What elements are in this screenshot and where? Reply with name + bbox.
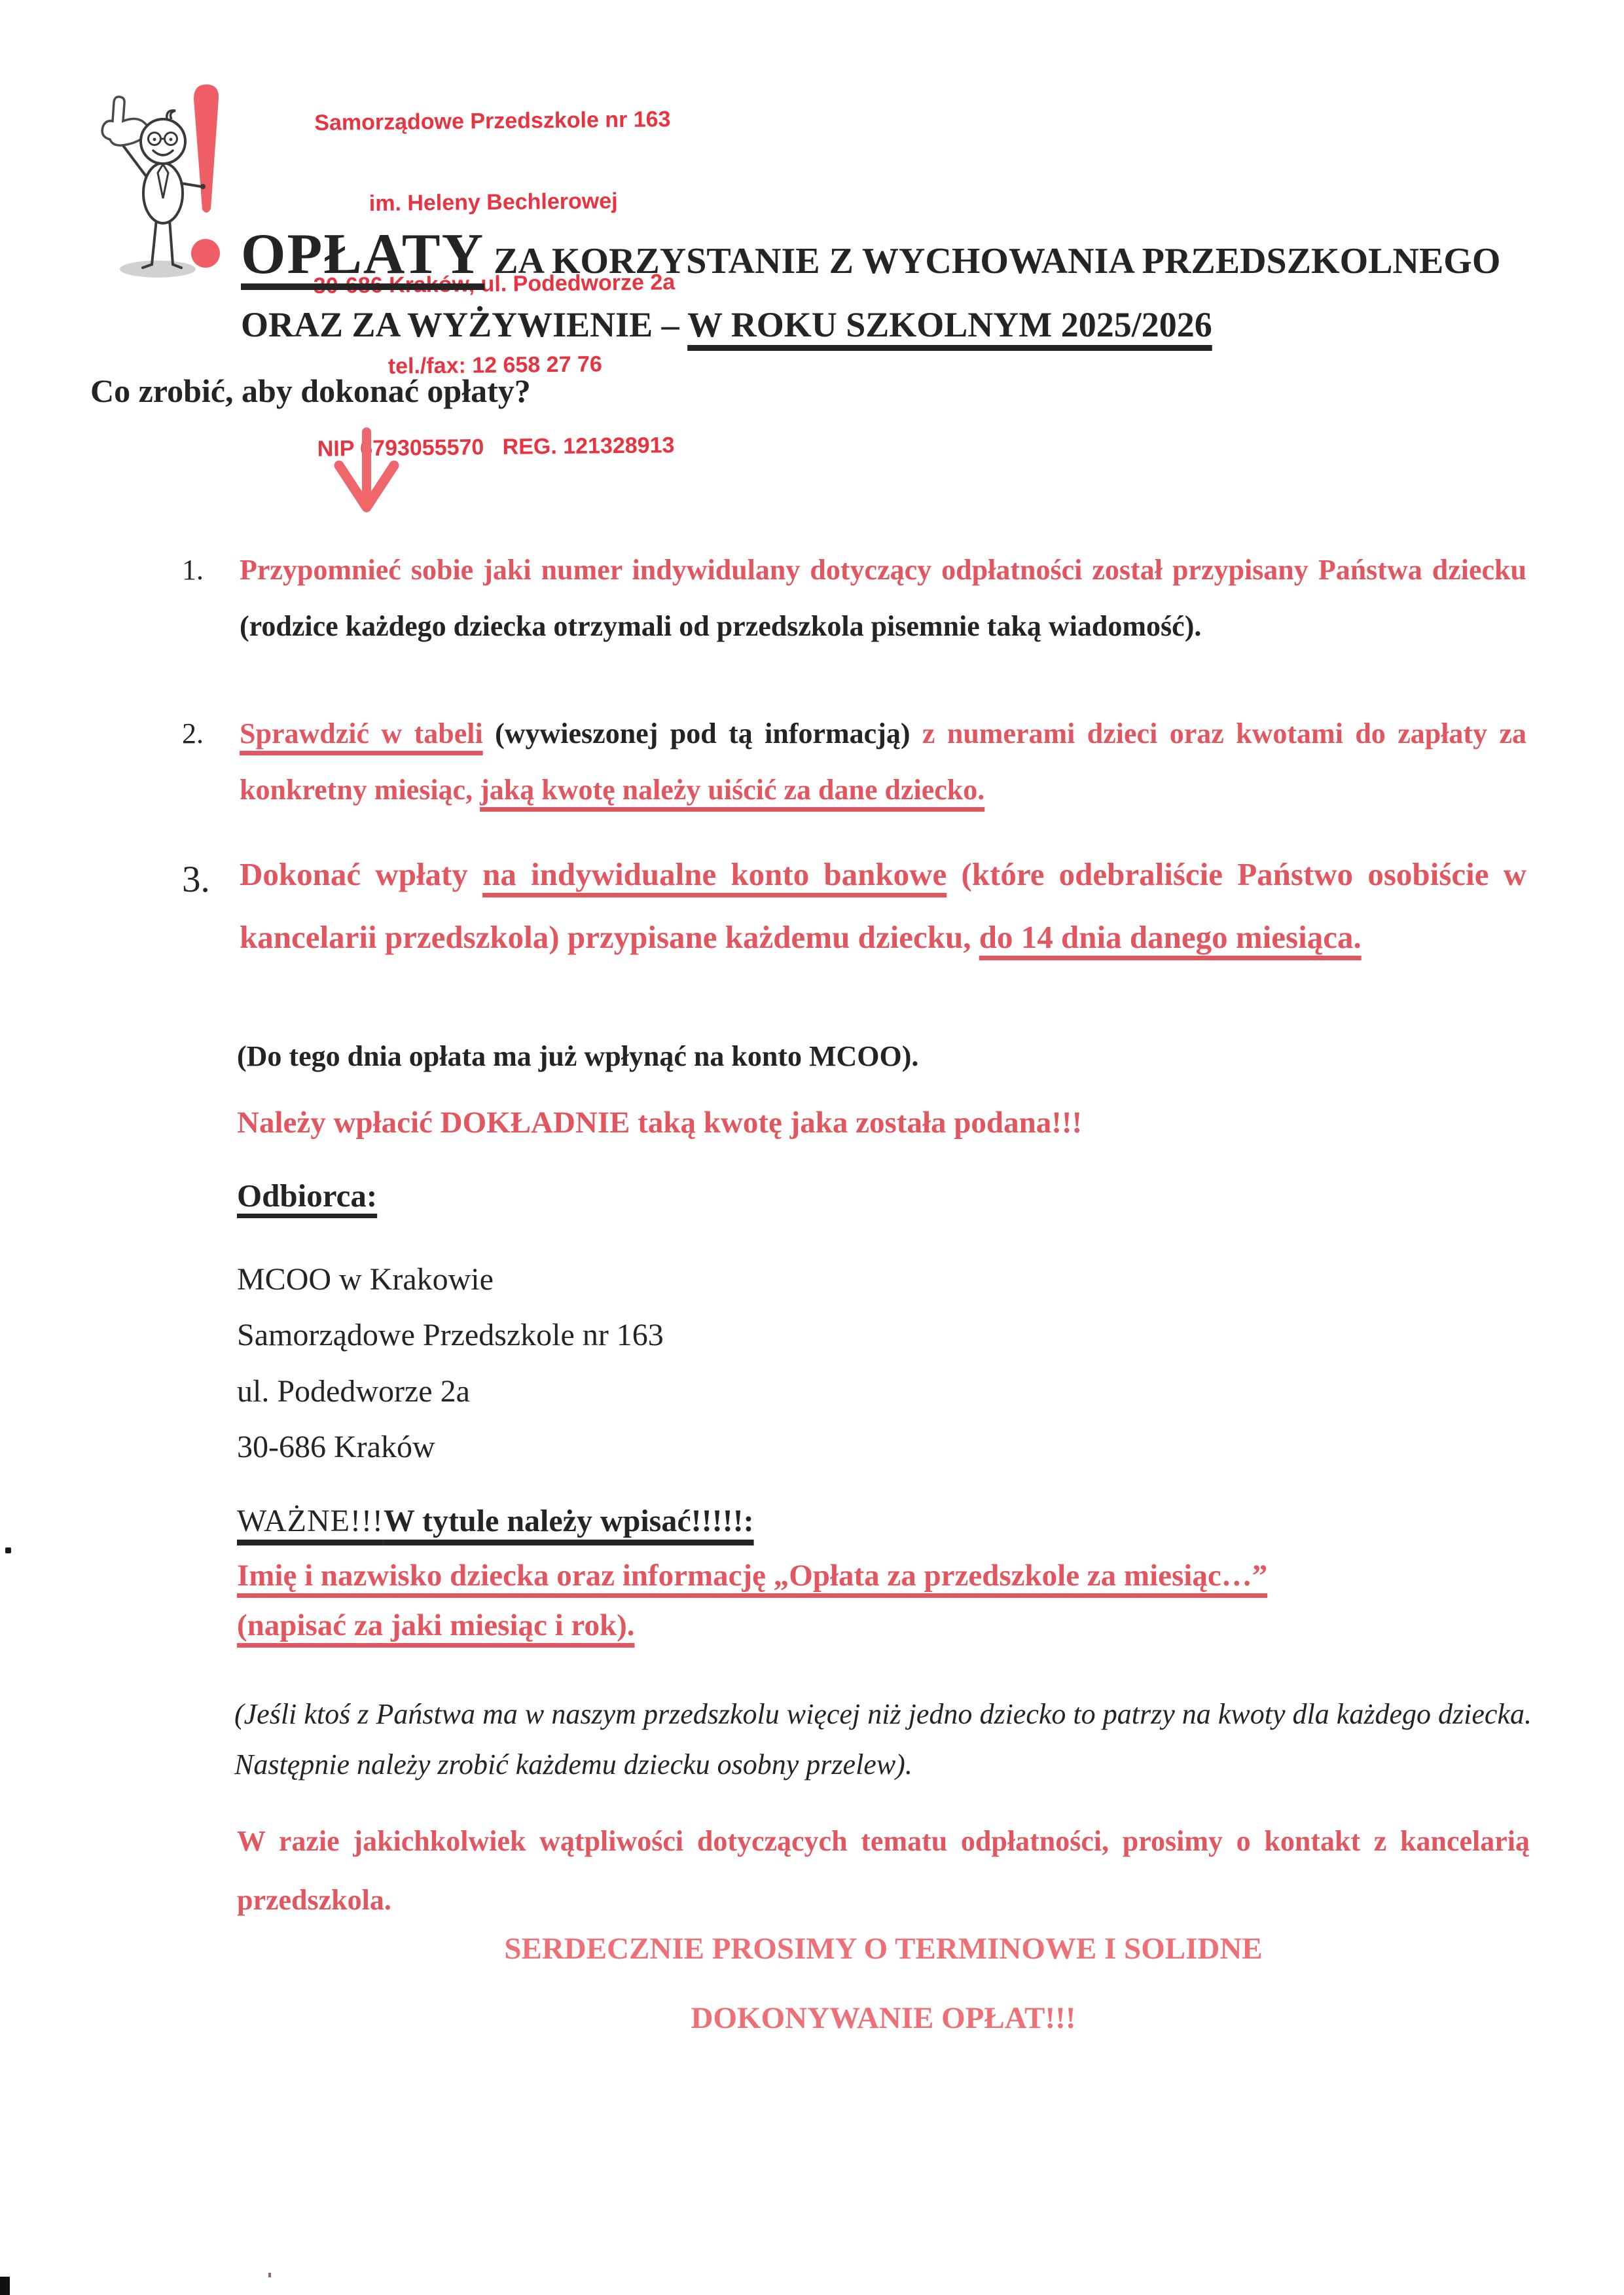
step3-red-text-2: (które odebraliście Państwo osobiście w kancelarii przedszkola) przypisane każdemu dziecku, bbox=[240, 856, 1526, 955]
stamp-line-patron: im. Heleny Bechlerowej bbox=[369, 189, 618, 217]
recipient-line-3: ul. Podedworze 2a bbox=[237, 1373, 470, 1409]
transfer-title-content-line-2: (napisać za jaki miesiąc i rok). bbox=[237, 1608, 635, 1642]
recipient-line-2: Samorządowe Przedszkole nr 163 bbox=[237, 1318, 664, 1353]
exact-amount-warning: Należy wpłacić DOKŁADNIE taką kwotę jaka została podana!!! bbox=[237, 1106, 1083, 1140]
step-number: 1. bbox=[182, 554, 204, 586]
important-instruction: W tytule należy wpisać!!!!!: bbox=[383, 1504, 754, 1538]
step-item-1 bbox=[177, 542, 1526, 655]
important-label: WAŻNE!!! bbox=[237, 1504, 384, 1538]
transfer-title-content-line-1: Imię i nazwisko dziecka oraz informację „Opłata za przedszkole za miesiąc…” bbox=[237, 1559, 1268, 1593]
step1-red-text: Przypomnieć sobie jaki numer indywidulany dotyczący odpłatności został przypisany Państwa dziecku bbox=[240, 554, 1526, 586]
scan-artifact-dot bbox=[5, 1547, 11, 1553]
deadline-note: (Do tego dnia opłata ma już wpłynąć na konto MCOO). bbox=[237, 1040, 919, 1072]
recipient-heading: Odbiorca: bbox=[237, 1178, 378, 1214]
multiple-children-note: (Jeśli ktoś z Państwa ma w naszym przedszkolu więcej niż jedno dziecko to patrzy na kwoty dla każdego dziecka. Następnie należy zrobić każdemu dziecku osobny przelew). bbox=[234, 1698, 1532, 1780]
title-line2-prefix: ORAZ ZA WYŻYWIENIE – bbox=[241, 305, 688, 344]
step3-red-text-1: Dokonać wpłaty bbox=[240, 856, 483, 892]
exclamation-mascot-icon bbox=[90, 81, 229, 282]
title-rest: ZA KORZYSTANIE Z WYCHOWANIA PRZEDSZKOLNEGO bbox=[484, 241, 1501, 281]
step3-underlined-2: do 14 dnia danego miesiąca. bbox=[979, 918, 1362, 955]
step2-underlined-2: jaką kwotę należy uiścić za dane dziecko. bbox=[480, 773, 985, 806]
scan-artifact-speck bbox=[268, 2273, 271, 2277]
stamp-line-address: 30-686 Kraków, ul. Podedworze 2a bbox=[313, 269, 676, 298]
step-number: 3. bbox=[182, 859, 210, 900]
step3-underlined-1: na indywidualne konto bankowe bbox=[482, 856, 947, 892]
contact-note: W razie jakichkolwiek wątpliwości dotyczących tematu odpłatności, prosimy o kontakt z kancelarią przedszkola. bbox=[237, 1825, 1530, 1917]
title-line-2 bbox=[241, 304, 1419, 345]
title-school-year: W ROKU SZKOLNYM 2025/2026 bbox=[687, 305, 1212, 344]
title-line-1 bbox=[241, 221, 1501, 287]
stamp-line-phone: tel./fax: 12 658 27 76 bbox=[388, 352, 602, 379]
step2-black-text: (wywieszonej pod tą informacją) bbox=[482, 717, 922, 750]
scan-artifact-corner bbox=[0, 2277, 10, 2295]
step-number: 2. bbox=[182, 717, 204, 750]
stamp-line-school-name: Samorządowe Przedszkole nr 163 bbox=[314, 107, 671, 136]
down-arrow-icon bbox=[327, 427, 406, 517]
document-title bbox=[241, 221, 1501, 345]
recipient-address bbox=[237, 1252, 664, 1475]
step2-red-text: z numerami dzieci oraz kwotami do zapłaty za konkretny miesiąc, bbox=[240, 717, 1527, 806]
closing-line-1: SERDECZNIE PROSIMY O TERMINOWE I SOLIDNE bbox=[504, 1932, 1263, 1966]
step2-underlined-1: Sprawdzić w tabeli bbox=[240, 717, 483, 750]
closing-line-2: DOKONYWANIE OPŁAT!!! bbox=[691, 2001, 1076, 2035]
recipient-line-1: MCOO w Krakowie bbox=[237, 1262, 494, 1297]
title-main-word: OPŁATY bbox=[241, 223, 485, 286]
step-item-2 bbox=[177, 706, 1526, 818]
recipient-line-4: 30-686 Kraków bbox=[237, 1430, 435, 1465]
stamp-line-nip-reg: NIP 6793055570 REG. 121328913 bbox=[317, 432, 675, 461]
step1-black-text: (rodzice każdego dziecka otrzymali od przedszkola pisemnie taką wiadomość). bbox=[240, 609, 1202, 642]
step-item-3 bbox=[177, 843, 1526, 968]
question-heading: Co zrobić, aby dokonać opłaty? bbox=[90, 372, 531, 409]
transfer-title-heading bbox=[237, 1503, 754, 1539]
